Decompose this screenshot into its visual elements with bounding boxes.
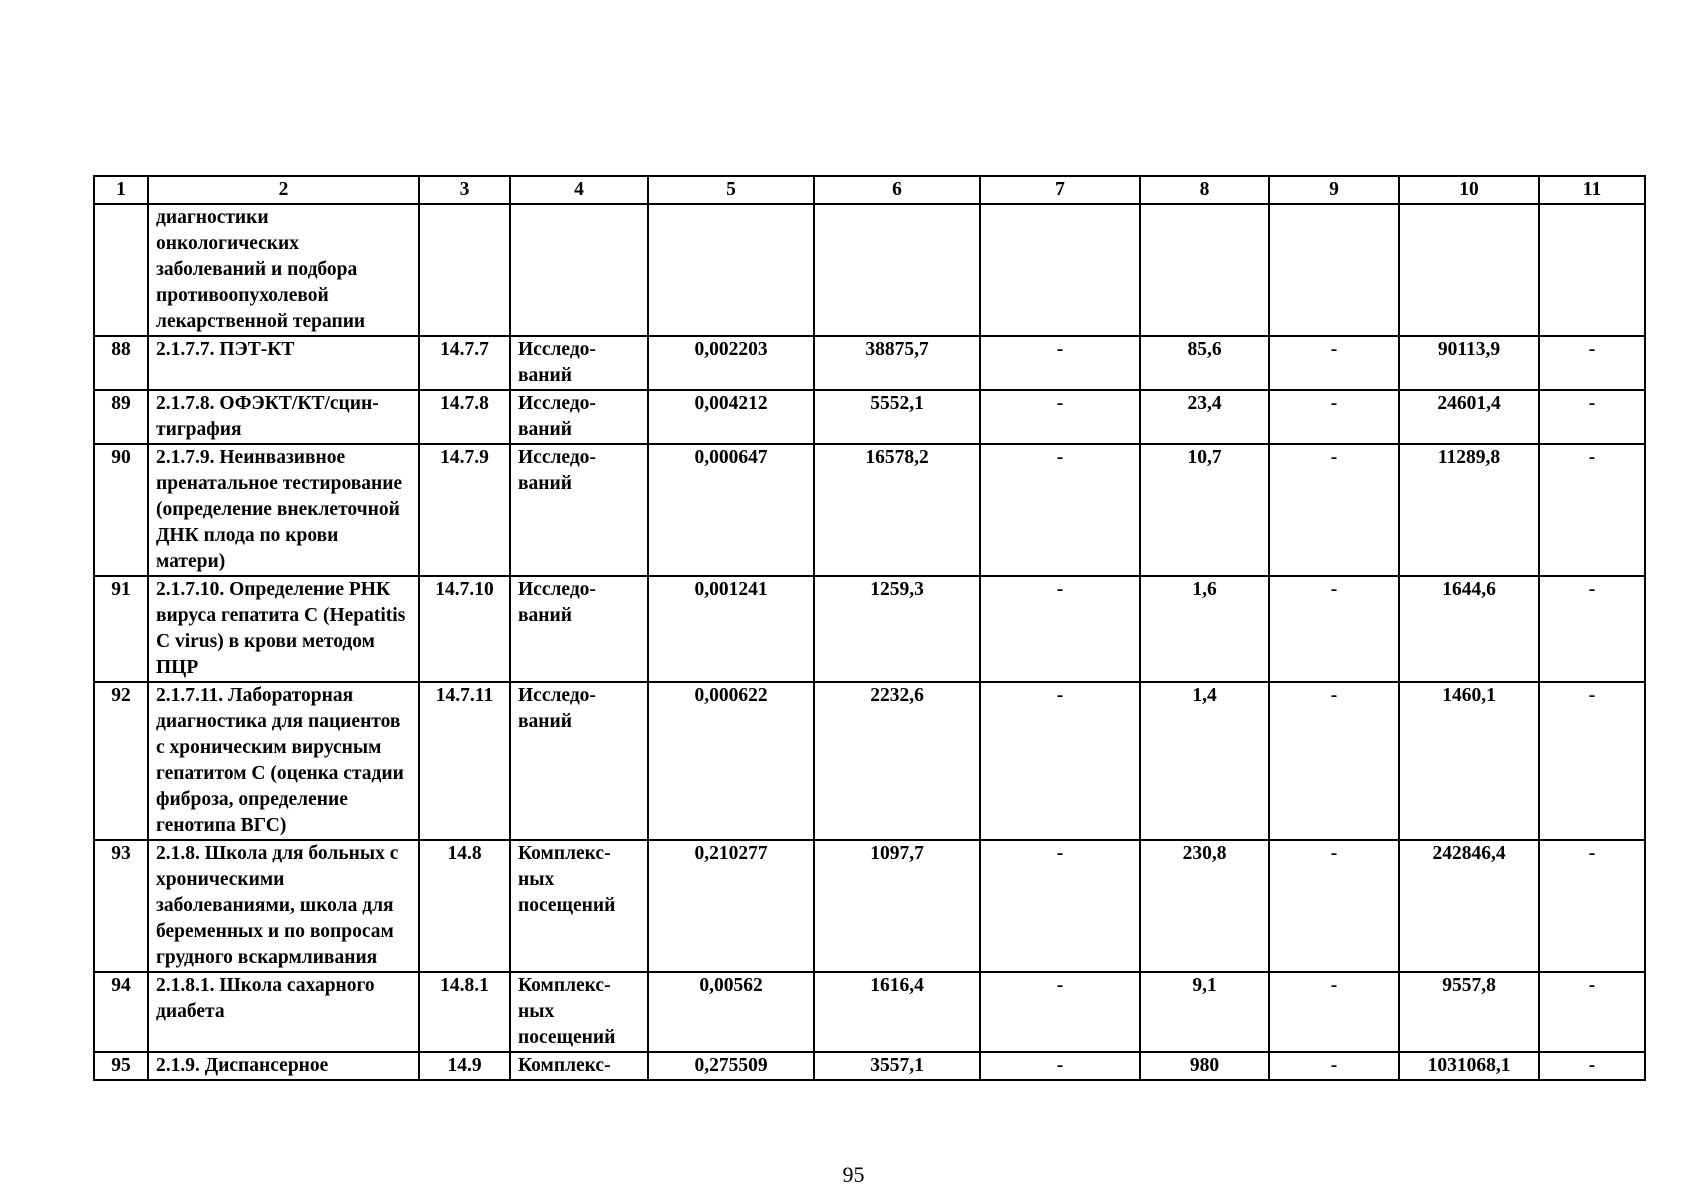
value-cell-7: - — [980, 390, 1140, 444]
table-row — [94, 390, 1645, 444]
value-cell-11 — [1539, 204, 1645, 336]
table-row — [94, 840, 1645, 972]
row-number-cell: 92 — [94, 682, 148, 840]
value-cell-6: 1259,3 — [814, 576, 980, 682]
value-cell-11: - — [1539, 390, 1645, 444]
code-cell: 14.7.8 — [419, 390, 510, 444]
table-row — [94, 204, 1645, 336]
value-cell-10: 1644,6 — [1399, 576, 1539, 682]
column-header: 3 — [419, 176, 510, 204]
value-cell-6: 16578,2 — [814, 444, 980, 576]
code-cell — [419, 204, 510, 336]
table-row — [94, 336, 1645, 390]
value-cell-10: 90113,9 — [1399, 336, 1539, 390]
value-cell-8: 23,4 — [1140, 390, 1269, 444]
value-cell-11: - — [1539, 576, 1645, 682]
value-cell-7 — [980, 204, 1140, 336]
value-cell-10: 242846,4 — [1399, 840, 1539, 972]
name-cell: 2.1.8. Школа для больных с хроническими заболеваниями, школа для беременных и по вопросам грудного вскармливания — [148, 840, 419, 972]
value-cell-6: 3557,1 — [814, 1052, 980, 1080]
column-header: 5 — [648, 176, 814, 204]
row-number-cell — [94, 204, 148, 336]
value-cell-11: - — [1539, 682, 1645, 840]
code-cell: 14.8 — [419, 840, 510, 972]
value-cell-8: 1,6 — [1140, 576, 1269, 682]
value-cell-5: 0,210277 — [648, 840, 814, 972]
column-header: 11 — [1539, 176, 1645, 204]
value-cell-9: - — [1269, 972, 1399, 1052]
row-number-cell: 94 — [94, 972, 148, 1052]
column-header: 9 — [1269, 176, 1399, 204]
value-cell-9: - — [1269, 1052, 1399, 1080]
column-header: 7 — [980, 176, 1140, 204]
table-row — [94, 682, 1645, 840]
unit-cell: Исследо-ваний — [510, 336, 648, 390]
value-cell-8: 9,1 — [1140, 972, 1269, 1052]
value-cell-5: 0,000622 — [648, 682, 814, 840]
value-cell-5 — [648, 204, 814, 336]
value-cell-6: 1097,7 — [814, 840, 980, 972]
value-cell-10: 1460,1 — [1399, 682, 1539, 840]
value-cell-7: - — [980, 336, 1140, 390]
value-cell-6 — [814, 204, 980, 336]
value-cell-6: 1616,4 — [814, 972, 980, 1052]
value-cell-8: 10,7 — [1140, 444, 1269, 576]
value-cell-9: - — [1269, 576, 1399, 682]
code-cell: 14.9 — [419, 1052, 510, 1080]
value-cell-11: - — [1539, 1052, 1645, 1080]
name-cell: 2.1.9. Диспансерное — [148, 1052, 419, 1080]
value-cell-9: - — [1269, 336, 1399, 390]
row-number-cell: 90 — [94, 444, 148, 576]
value-cell-10: 1031068,1 — [1399, 1052, 1539, 1080]
code-cell: 14.7.9 — [419, 444, 510, 576]
table-row — [94, 576, 1645, 682]
unit-cell: Комплекс- — [510, 1052, 648, 1080]
value-cell-10: 11289,8 — [1399, 444, 1539, 576]
value-cell-10: 24601,4 — [1399, 390, 1539, 444]
code-cell: 14.7.11 — [419, 682, 510, 840]
unit-cell: Исследо-ваний — [510, 576, 648, 682]
column-header: 1 — [94, 176, 148, 204]
value-cell-6: 38875,7 — [814, 336, 980, 390]
unit-cell: Комплекс-ных посещений — [510, 840, 648, 972]
value-cell-9 — [1269, 204, 1399, 336]
value-cell-10: 9557,8 — [1399, 972, 1539, 1052]
page-number: 95 — [842, 1162, 865, 1187]
name-cell: 2.1.7.7. ПЭТ-КТ — [148, 336, 419, 390]
unit-cell — [510, 204, 648, 336]
value-cell-7: - — [980, 840, 1140, 972]
value-cell-11: - — [1539, 972, 1645, 1052]
column-header: 10 — [1399, 176, 1539, 204]
unit-cell: Исследо-ваний — [510, 682, 648, 840]
value-cell-6: 2232,6 — [814, 682, 980, 840]
value-cell-7: - — [980, 576, 1140, 682]
code-cell: 14.8.1 — [419, 972, 510, 1052]
unit-cell: Исследо-ваний — [510, 390, 648, 444]
row-number-cell: 95 — [94, 1052, 148, 1080]
value-cell-7: - — [980, 1052, 1140, 1080]
row-number-cell: 88 — [94, 336, 148, 390]
value-cell-7: - — [980, 972, 1140, 1052]
value-cell-8: 980 — [1140, 1052, 1269, 1080]
value-cell-5: 0,001241 — [648, 576, 814, 682]
unit-cell: Исследо-ваний — [510, 444, 648, 576]
value-cell-11: - — [1539, 840, 1645, 972]
value-cell-10 — [1399, 204, 1539, 336]
header-row — [94, 176, 1645, 204]
value-cell-9: - — [1269, 682, 1399, 840]
column-header: 8 — [1140, 176, 1269, 204]
unit-cell: Комплекс-ных посещений — [510, 972, 648, 1052]
row-number-cell: 93 — [94, 840, 148, 972]
value-cell-5: 0,275509 — [648, 1052, 814, 1080]
column-header: 2 — [148, 176, 419, 204]
value-cell-8: 85,6 — [1140, 336, 1269, 390]
value-cell-6: 5552,1 — [814, 390, 980, 444]
name-cell: 2.1.8.1. Школа сахарного диабета — [148, 972, 419, 1052]
name-cell: 2.1.7.9. Неинвазивное пренатальное тестирование (определение внеклеточной ДНК плода по крови матери) — [148, 444, 419, 576]
value-cell-8 — [1140, 204, 1269, 336]
value-cell-8: 230,8 — [1140, 840, 1269, 972]
value-cell-7: - — [980, 682, 1140, 840]
value-cell-9: - — [1269, 444, 1399, 576]
name-cell: 2.1.7.11. Лабораторная диагностика для пациентов с хроническим вирусным гепатитом С (оценка стадии фиброза, определение генотипа ВГС) — [148, 682, 419, 840]
value-cell-8: 1,4 — [1140, 682, 1269, 840]
table-row — [94, 1052, 1645, 1080]
code-cell: 14.7.7 — [419, 336, 510, 390]
value-cell-9: - — [1269, 390, 1399, 444]
value-cell-5: 0,004212 — [648, 390, 814, 444]
row-number-cell: 89 — [94, 390, 148, 444]
name-cell: 2.1.7.8. ОФЭКТ/КТ/сцин-тиграфия — [148, 390, 419, 444]
column-header: 6 — [814, 176, 980, 204]
value-cell-7: - — [980, 444, 1140, 576]
document-page — [93, 175, 1644, 1081]
column-header: 4 — [510, 176, 648, 204]
data-table — [93, 175, 1646, 1081]
table-row — [94, 444, 1645, 576]
name-cell: диагностики онкологических заболеваний и подбора противоопухолевой лекарственной терапии — [148, 204, 419, 336]
value-cell-5: 0,00562 — [648, 972, 814, 1052]
value-cell-9: - — [1269, 840, 1399, 972]
value-cell-11: - — [1539, 444, 1645, 576]
value-cell-5: 0,002203 — [648, 336, 814, 390]
table-row — [94, 972, 1645, 1052]
code-cell: 14.7.10 — [419, 576, 510, 682]
value-cell-5: 0,000647 — [648, 444, 814, 576]
name-cell: 2.1.7.10. Определение РНК вируса гепатита С (Hepatitis C virus) в крови методом ПЦР — [148, 576, 419, 682]
row-number-cell: 91 — [94, 576, 148, 682]
value-cell-11: - — [1539, 336, 1645, 390]
